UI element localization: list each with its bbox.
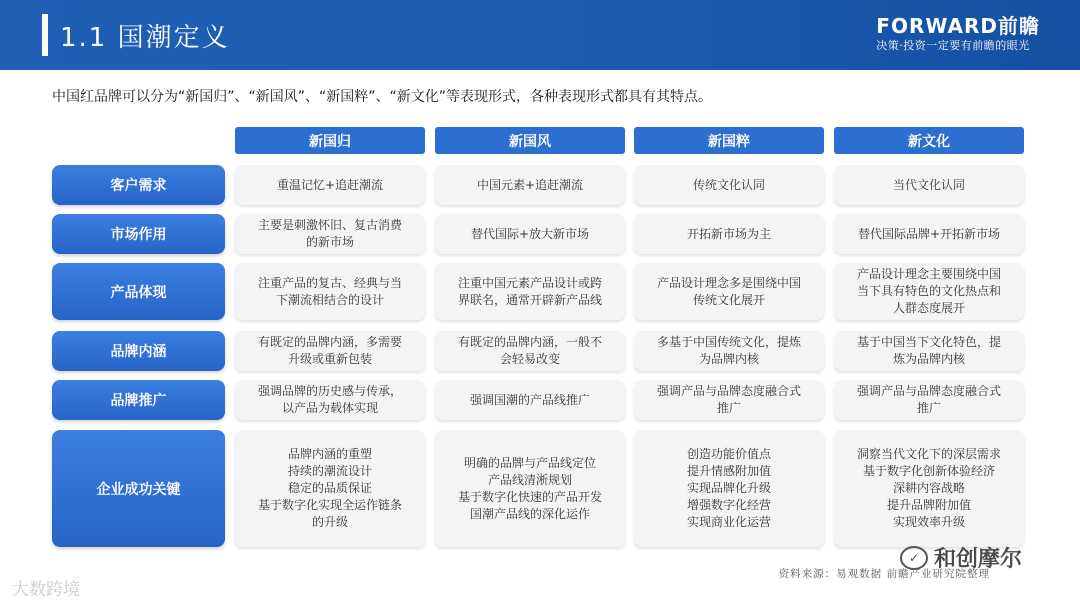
cell-text-line: 强调产品与品牌态度融合式 xyxy=(656,384,801,398)
table-cell xyxy=(634,331,824,371)
cell-text-line: 开拓新市场为主 xyxy=(686,226,771,241)
table-cell xyxy=(834,331,1024,371)
cell-text-line: 重温记忆+追赶潮流 xyxy=(276,177,384,192)
table-cell xyxy=(435,214,625,254)
cell-text-line: 会轻易改变 xyxy=(499,352,560,366)
cell-text-line: 实现效率升级 xyxy=(892,515,965,529)
table-cell xyxy=(834,165,1024,205)
brand-logo xyxy=(876,14,1040,54)
cell-text-line: 替代国际品牌+开拓新市场 xyxy=(857,226,1001,241)
table-cell xyxy=(634,214,824,254)
cell-text-line: 的升级 xyxy=(311,515,348,529)
cell-text-line: 传统文化认同 xyxy=(692,177,765,192)
cell-text-line: 传统文化展开 xyxy=(692,292,765,307)
wechat-icon: ✓ xyxy=(900,546,928,570)
cell-text-line: 基于数字化快速的产品开发 xyxy=(457,489,602,504)
table-cell xyxy=(435,263,625,320)
table-cell xyxy=(235,430,425,547)
intro-text: 中国红品牌可以分为“新国归”、“新国风”、“新国粹”、“新文化”等表现形式，各种表现形式都具有其特点。 xyxy=(52,89,713,105)
brand-name: FORWARD前瞻 xyxy=(876,14,1040,38)
table-cell xyxy=(235,165,425,205)
table-cell xyxy=(634,263,824,320)
cell-text-line: 产品线清淅规划 xyxy=(487,472,572,487)
cell-text-line: 稳定的品质保证 xyxy=(287,481,372,495)
cell-text-line: 为品牌内核 xyxy=(698,352,759,366)
cell-text-line: 注重产品的复古、经典与当 xyxy=(257,275,402,290)
row-label: 品牌内涵 xyxy=(52,331,225,371)
cell-text-line: 中国元素+追赶潮流 xyxy=(476,177,584,192)
watermark-right xyxy=(900,542,1022,573)
cell-text-line: 有既定的品牌内涵，一般不 xyxy=(457,335,602,349)
cell-text-line: 基于数字化实现全运作链条 xyxy=(257,498,402,512)
column-header: 新国风 xyxy=(435,127,625,154)
table-cell xyxy=(834,214,1024,254)
cell-text-line: 强调产品与品牌态度融合式 xyxy=(856,384,1001,398)
table-cell xyxy=(435,331,625,371)
table-cell xyxy=(235,380,425,420)
title-accent-bar xyxy=(42,14,48,56)
cell-text-line: 当下具有特色的文化热点和 xyxy=(856,284,1001,298)
watermark-left-label: 大数跨境 xyxy=(12,580,80,600)
cell-text-line: 产品设计理念主要围绕中国 xyxy=(856,267,1001,281)
cell-text-line: 推广 xyxy=(916,401,941,415)
watermark-right-label: 和创摩尔 xyxy=(934,547,1023,572)
cell-text-line: 实现品牌化升级 xyxy=(686,481,771,495)
table-cell xyxy=(435,430,625,547)
row-label: 市场作用 xyxy=(52,214,225,254)
table-cell xyxy=(834,430,1024,547)
cell-text-line: 品牌内涵的重塑 xyxy=(287,447,372,461)
column-header: 新国粹 xyxy=(634,127,824,154)
column-header: 新国归 xyxy=(235,127,425,154)
cell-text-line: 持续的潮流设计 xyxy=(287,464,372,478)
cell-text-line: 人群态度展开 xyxy=(892,301,965,315)
cell-text-line: 有既定的品牌内涵，多需要 xyxy=(257,335,402,349)
cell-text-line: 主要是刺激怀旧、复古消费 xyxy=(257,218,402,232)
table-cell xyxy=(834,380,1024,420)
cell-text-line: 下潮流相结合的设计 xyxy=(275,292,384,307)
cell-text-line: 产品设计理念多是围绕中国 xyxy=(656,275,801,290)
table-cell xyxy=(634,165,824,205)
row-label: 客户需求 xyxy=(52,165,225,205)
cell-text-line: 强调国潮的产品线推广 xyxy=(469,392,590,407)
cell-text-line: 提升品牌附加值 xyxy=(886,498,971,512)
table-cell xyxy=(235,214,425,254)
watermark-left xyxy=(12,575,80,600)
table-cell xyxy=(235,331,425,371)
cell-text-line: 创造功能价值点 xyxy=(686,447,771,461)
cell-text-line: 替代国际+放大新市场 xyxy=(470,226,590,241)
cell-text-line: 实现商业化运营 xyxy=(686,515,771,529)
brand-slogan: 决策·投资一定要有前瞻的眼光 xyxy=(876,39,1030,52)
cell-text-line: 深耕内容战略 xyxy=(892,481,965,495)
table-cell xyxy=(435,165,625,205)
cell-text-line: 以产品为载体实现 xyxy=(281,401,378,415)
cell-text-line: 界联名，通常开辟新产品线 xyxy=(457,292,602,307)
page-title: 1.1 国潮定义 xyxy=(60,22,230,53)
cell-text-line: 国潮产品线的深化运作 xyxy=(469,506,590,521)
cell-text-line: 基于中国当下文化特色，提 xyxy=(856,335,1001,349)
table-cell xyxy=(834,263,1024,320)
cell-text-line: 注重中国元素产品设计或跨 xyxy=(457,275,602,290)
source-note: 资料来源：易观数据 前瞻产业研究院整理 xyxy=(778,568,990,580)
cell-text-line: 推广 xyxy=(716,401,741,415)
column-header: 新文化 xyxy=(834,127,1024,154)
cell-text-line: 升级或重新包装 xyxy=(287,352,372,366)
table-cell xyxy=(435,380,625,420)
cell-text-line: 多基于中国传统文化，提炼 xyxy=(656,335,801,349)
cell-text-line: 强调品牌的历史感与传承， xyxy=(257,384,402,398)
row-label: 企业成功关键 xyxy=(52,430,225,547)
table-cell xyxy=(235,263,425,320)
table-cell xyxy=(634,430,824,547)
cell-text-line: 增强数字化经营 xyxy=(686,498,771,512)
cell-text-line: 基于数字化创新体验经济 xyxy=(862,464,995,478)
cell-text-line: 提升情感附加值 xyxy=(686,464,771,478)
cell-text-line: 当代文化认同 xyxy=(892,177,965,192)
cell-text-line: 炼为品牌内核 xyxy=(892,352,965,366)
cell-text-line: 洞察当代文化下的深层需求 xyxy=(856,447,1001,461)
header-banner xyxy=(0,0,1080,70)
table-cell xyxy=(634,380,824,420)
cell-text-line: 的新市场 xyxy=(305,235,354,249)
cell-text-line: 明确的品牌与产品线定位 xyxy=(463,455,596,470)
row-label: 品牌推广 xyxy=(52,380,225,420)
row-label: 产品体现 xyxy=(52,263,225,320)
